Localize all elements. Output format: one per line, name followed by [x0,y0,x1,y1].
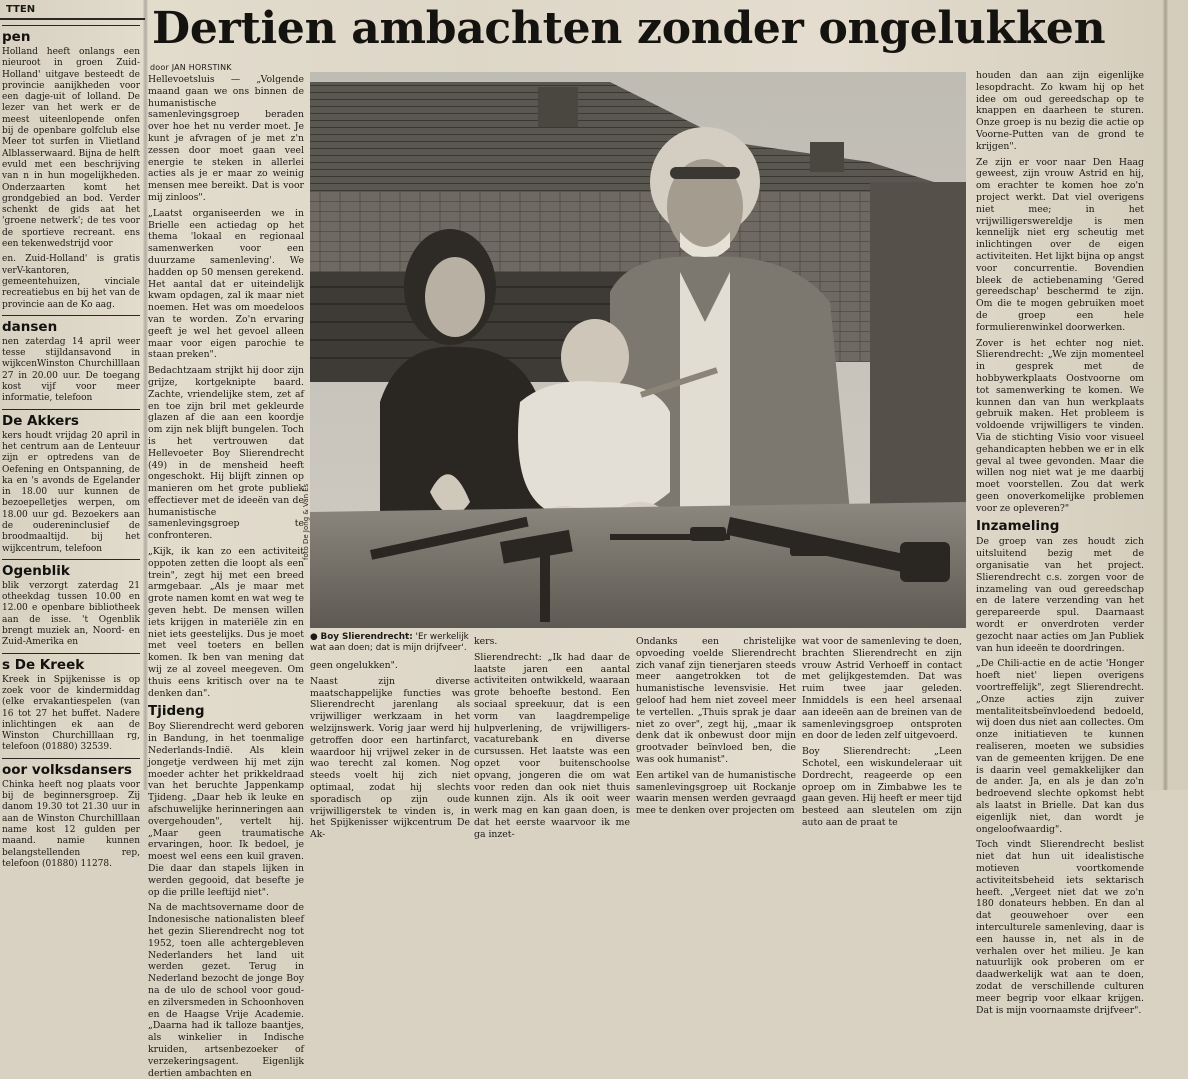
divider [2,758,140,759]
divider [2,315,140,316]
section-header-tab: TTEN [0,0,145,20]
article-paragraph: „De Chili-actie en de actie 'Honger hoeft niet' liepen overigens voortreffelijk", zegt Slierendrecht. „Onze acties zijn zuiver mentaliteitsbeïnvloedend bedoeld, wij doen dus niet aan collectes. Om onze initiatieven te kunnen realiseren, moeten we subsidies van de gemeenten krijgen. De ene is daarin veel gemakkelijker dan de ander. Ja, en als je dan zo'n bedroevend slechte opkomst hebt als laatst in Brielle. Dat kan dus eigenlijk niet, dan wordt je ongeloofwaardig". [976,658,1144,835]
photo-illustration [310,72,966,628]
article-paragraph: Boy Slierendrecht werd geboren in Bandung, in het toenmalige Nederlands-Indië. Als klein jongetje verdween hij met zijn moeder achter het prikkeldraad van het beruchte Jappenkamp Tjideng. „Daar heb ik leuke en afschuwelijke herinneringen aan overgehouden", vertelt hij. „Maar geen traumatische ervaringen, hoor. Ik bedoel, je moest wel eens een kuil graven. Die daar dan stapels lijken in werden gegooid, dat besefte je op die prille leeftijd niet". [148,721,304,898]
caption-bullet-icon: ● [310,632,321,642]
article-column-1 [148,74,304,1079]
left-block-body: kers houdt vrijdag 20 april in het centrum aan de Lenteuur zijn er optredens van de Oefening en Ontspanning, de ka en 's avonds de Egelander in 18.00 uur kunnen de bezoepelletjes werpen, om 18.00 uur gd. Bezoekers aan de oudereninclusief de broodmaaltijd. bij het wijkcentrum, telefoon [2,430,140,554]
divider [2,25,140,26]
left-block-body: blik verzorgt zaterdag 21 otheekdag tussen 10.00 en 12.00 e openbare bibliotheek aan de isse. 't Ogenblik brengt muziek an, Noord- en Zuid-Amerika en [2,580,140,648]
article-paragraph: Naast zijn diverse maatschappelijke functies was Slierendrecht jarenlang als vrijwilliger werkzaam in het welzijnswerk. Vorig jaar werd hij getroffen door een hartinfarct, waardoor hij vrijwel zeker in de wao terecht zal komen. Nog steeds voelt hij zich niet optimaal, zodat hij slechts sporadisch op zijn oude vrijwilligerstek te vinden is, in het Spijkenisser wijkcentrum De Ak- [310,675,470,841]
article-paragraph: Een artikel van de humanistische samenlevingsgroep uit Rockanje waarin mensen werden gevraagd mee te denken over projecten om [636,769,796,817]
left-block-body: Holland heeft onlangs een nieuroot in groen Zuid-Holland' uitgave besteedt de provincie aanijkheden voor een dagje-uit of lolland. De lezer van het werk er de meest uiteenlopende onfen bij de openbare golfclub else Meer tot surfen in Vlietland Alblasserwaard. Bijna de helft evuld met een beschrijving van n in hun mogelijkheden. Onderzaarten komt het grondgebied an bod. Verder schenkt de gids aat het 'groene netwerk'; de tes voor de sportieve recreant. ens een tekenwedstrijd voor [2,47,140,250]
left-block-body: Kreek in Spijkenisse is op zoek voor de kindermiddag (elke ervakantiespelen (van 16 tot 27 het buffet. Nadere inlichtingen ek aan de Winston Churchilllaan rg, telefoon (01880) 32539. [2,674,140,753]
article-paragraph: Hellevoetsluis — „Volgende maand gaan we ons binnen de humanistische samenlevingsgroep beraden over hoe het nu verder moet. Je kunt je afvragen of je met z'n zessen door moet gaan veel energie te steken in allerlei acties als je er maar zo weinig mensen mee bereikt. Dat is voor mij zinloos". [148,74,304,203]
article-column-4 [636,636,796,817]
divider [2,559,140,560]
left-block-body: nen zaterdag 14 april weer tesse stijldansavond in wijkcenWinston Churchilllaan 27 in 20.00 uur. De toegang kost vijf voor meer informatie, telefoon [2,336,140,404]
article-paragraph: Ondanks een christelijke opvoeding voelde Slierendrecht zich vanaf zijn tienerjaren steeds meer aangetrokken tot de humanistische levensvisie. Het geloof had hem niet zoveel meer te vertellen. „Thuis sprak je daar niet zo over", zegt hij, „maar ik denk dat ik onbewust door mijn grootvader beïnvloed ben, die was ook humanist". [636,636,796,765]
left-news-column [2,22,140,869]
article-paragraph: „Laatst organiseerden we in Brielle een actiedag op het thema 'lokaal en regionaal samenwerken voor een duurzame samenleving'. We hadden op 50 mensen gerekend. Het aantal dat er uiteindelijk kwam opdagen, zal ik maar niet noemen. Het was om moedeloos van te worden. Zo'n ervaring geeft je wel het gevoel alleen maar voor eigen parochie te staan preken". [148,207,304,361]
photo-caption [310,632,470,654]
article-paragraph: „Kijk, ik kan zo een activiteit oppoten zetten die loopt als een trein", zegt hij met een breed armgebaar. „Als je maar met grote namen komt en wat weg te geven hebt. De mensen willen iets krijgen in materiële zin en niet iets geestelijks. Dus je moet met veel toeters en bellen komen. Ik ben van mening dat wij ze al zoveel meegeven. Om thuis eens kritisch over na te denken dan". [148,546,304,699]
article-column-5 [802,636,962,828]
article-paragraph: Boy Slierendrecht: „Leen Schotel, een wiskundeleraar uit Dordrecht, reageerde op een oproep om in Zimbabwe les te gaan geven. Hij heeft er meer tijd besteed aan sleutelen om zijn auto aan de praat te [802,746,962,828]
left-block-body: en. Zuid-Holland' is gratis verV-kantoren, gemeentehuizen, vinciale recreatiebus en bij het van de provincie aan de Ko aag. [2,254,140,310]
left-block-title: s De Kreek [2,656,85,673]
article-paragraph: Bedachtzaam strijkt hij door zijn grijze, kortgeknipte baard. Zachte, vriendelijke stem, zet af en toe zijn bril met gekleurde glazen af die aan een koordje om zijn nek blijft bungelen. Toch is het vertrouwen dat Hellevoeter Boy Slierendrecht (49) in de mensheid heeft ongeschokt. Hij blijft zinnen op manieren om het grote publiek effectiever met de ideeën van de humanistische samenlevingsgroep te confronteren. [148,365,304,542]
article-paragraph: kers. [474,636,498,647]
article-photo [310,72,966,628]
byline: door JAN HORSTINK [150,63,232,72]
subheading: Tjideng [148,703,205,720]
divider [2,409,140,410]
divider [2,653,140,654]
left-block-title: dansen [2,318,58,335]
left-block-body: Chinka heeft nog plaats voor bij de beginnersgroep. Zij danom 19.30 tot 21.30 uur in aan de Winston Churchilllaan name kost 12 gulden per maand. namie kunnen belangstellenden rep, telefoon (01880) 11278. [2,779,140,869]
article-paragraph: Slierendrecht: „Ik had daar de laatste jaren een aantal activiteiten ontwikkeld, waaraan grote behoefte bestond. Een sociaal spreekuur, dat is een vorm van laagdrempelige hulpverlening, de vrijwilligers-vacaturebank en diverse cursussen. Het laatste was een opzet voor buitenschoolse opvang, jongeren die om wat voor reden dan ook niet thuis kunnen zijn. Als ik ooit weer werk mag en kan gaan doen, is dat het eerste waarvoor ik me ga inzet- [474,651,630,840]
left-block-title: Ogenblik [2,562,70,579]
headline: Dertien ambachten zonder ongelukken [152,3,1106,54]
article-paragraph: geen ongelukken". [310,660,398,671]
left-block-title: oor volksdansers [2,761,132,778]
left-block-title: De Akkers [2,412,79,429]
article-paragraph: houden dan aan zijn eigenlijke lesopdracht. Zo kwam hij op het idee om oud gereedschap op te knappen en daarheen te sturen. Onze groep is nu bezig die actie op Voorne-Putten van de grond te krijgen". [976,70,1144,152]
caption-lead: Boy Slierendrecht: [320,632,413,642]
left-block-title: pen [2,29,31,45]
photo-credit: foto De Jong & Van Es [302,483,310,560]
article-paragraph: Na de machtsovername door de Indonesische nationalisten bleef het gezin Slierendrecht nog tot 1952, toen alle achtergebleven Nederlanders het land uit werden gezet. Terug in Nederland bezocht de jonge Boy na de ulo de school voor goud- en zilversmeden in Schoonhoven en de Haagse Vrije Academie. „Daarna had ik talloze baantjes, als winkelier in Indische kruiden, artsenbezoeker of verzekeringsagent. Eigenlijk dertien ambachten en [148,902,304,1079]
article-column-3 [474,636,630,840]
article-column-2 [310,660,470,841]
article-paragraph: wat voor de samenleving te doen, brachten Slierendrecht en zijn vrouw Astrid Verhoeff in contact met gelijkgestemden. Dat was ruim twee jaar geleden. Inmiddels is een heel arsenaal aan ideeën aan de breinen van de samenlevingsgroep ontsproten en door de leden zelf uitgevoerd. [802,636,962,742]
article-paragraph: Toch vindt Slierendrecht beslist niet dat hun uit idealistische motieven voortkomende activiteitsbeheid iets sektarisch heeft. „Vergeet niet dat we zo'n 180 donateurs hebben. En dan al dat geouwehoer over een interculturele samenleving, daar is een hausse in, net als in de verhalen over het milieu. Je kan natuurlijk ook proberen om er daadwerkelijk wat aan te doen, zodat de verschillende culturen meer begrip voor elkaar krijgen. Dat is mijn voornaamste drijfveer". [976,839,1144,1016]
page-fold [1163,0,1168,790]
caption-text: 'Er werkelijk wat aan doen; dat is mijn drijfveer'. [310,632,469,653]
article-column-6 [976,70,1144,1016]
article-paragraph: Zover is het echter nog niet. Slierendrecht: „We zijn momenteel in gesprek met de hobbywerkplaats Oostvoorne om tot samenwerking te komen. We kunnen dan van hun werkplaats gebruik maken. Het probleem is voldoende vrijwilligers te vinden. Via de stichting Visio voor visueel gehandicapten hebben we er in elk geval al twee gevonden. Maar die willen nog niet wat je me daarbij moet voorstellen. Zou dat werk geen onoverkomelijke problemen voor ze opleveren?" [976,337,1144,514]
subheading: Inzameling [976,518,1060,535]
article-paragraph: Ze zijn er voor naar Den Haag geweest, zijn vrouw Astrid en hij, om erachter te komen hoe zo'n project werkt. Dat viel overigens niet mee; in het vrijwilligerswereldje is men kennelijk niet erg scheutig met inlichtingen over de eigen activiteiten. Het lijkt bijna op angst voor concurrentie. Bovendien bleek de actiebenaming 'Gered gereedschap' beschermd te zijn. Om die te mogen gebruiken moet de groep een hele formulierenwinkel doorwerken. [976,156,1144,333]
article-paragraph: De groep van zes houdt zich uitsluitend bezig met de organisatie van het project. Slierendrecht c.s. zorgen voor de inzameling van oud gereedschap en de latere verzending van het gerepareerde spul. Daarnaast wordt er onverdroten verder gezocht naar acties om Jan Publiek van hun ideeën te doordringen. [976,536,1144,654]
